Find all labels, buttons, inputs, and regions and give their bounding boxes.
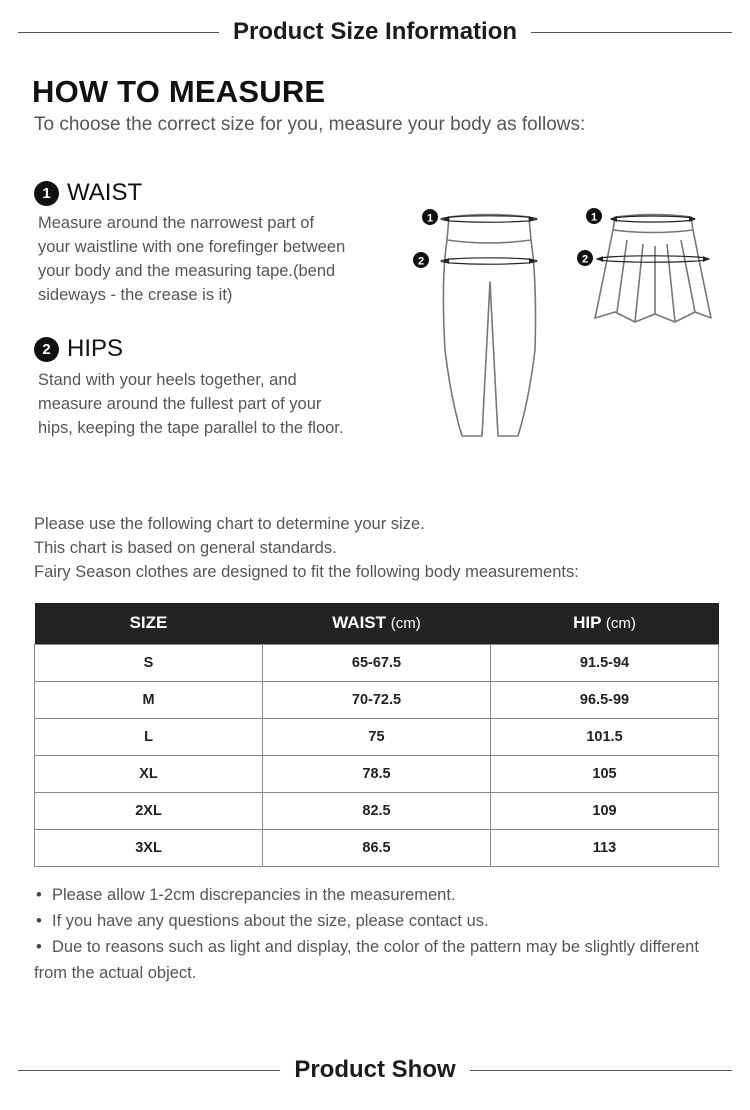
hips-desc-line: measure around the fullest part of your [38, 395, 322, 413]
header-divider-right [470, 1070, 732, 1071]
pants-outline-icon [443, 215, 535, 437]
cell-hip: 105 [491, 755, 719, 792]
number-badge-1-icon: 1 [34, 181, 59, 206]
cell-hip: 96.5-99 [491, 681, 719, 718]
waist-label: WAIST [67, 179, 143, 206]
header-divider-right [531, 32, 732, 33]
chart-intro-line: Please use the following chart to determine your size. [34, 515, 425, 533]
number-badge-2-icon: 2 [34, 337, 59, 362]
cell-size: 3XL [35, 829, 263, 866]
cell-waist: 82.5 [263, 792, 491, 829]
hips-heading [34, 335, 123, 363]
section-title: Product Show [294, 1056, 456, 1083]
waist-desc-line: your waistline with one forefinger between [38, 238, 346, 256]
waist-desc-line: your body and the measuring tape.(bend [38, 262, 336, 280]
table-row [35, 829, 719, 866]
cell-waist: 70-72.5 [263, 681, 491, 718]
cell-size: S [35, 644, 263, 681]
pants-measure-lines [441, 216, 537, 264]
waist-description [38, 211, 388, 307]
skirt-marker-2-icon [577, 250, 593, 266]
list-item: • Please allow 1-2cm discrepancies in the measurement. [34, 882, 714, 908]
skirt-marker-1-label: 1 [590, 211, 598, 224]
hips-desc-line: hips, keeping the tape parallel to the floor. [38, 419, 344, 437]
table-row [35, 718, 719, 755]
cell-size: L [35, 718, 263, 755]
waist-heading [34, 179, 142, 207]
table-row [35, 644, 719, 681]
pants-marker-2-icon [413, 252, 429, 268]
column-header-unit: (cm) [390, 615, 421, 633]
cell-hip: 91.5-94 [491, 644, 719, 681]
section-title: Product Size Information [233, 18, 518, 45]
column-header-unit: (cm) [605, 615, 636, 633]
waist-desc-line: Measure around the narrowest part of [38, 214, 315, 232]
column-header-label: WAIST [332, 613, 387, 633]
section-header-product-show [0, 1052, 750, 1088]
pants-marker-2-label: 2 [417, 255, 425, 268]
cell-waist: 75 [263, 718, 491, 755]
cell-hip: 113 [491, 829, 719, 866]
skirt-marker-2-label: 2 [581, 253, 589, 266]
list-item: • If you have any questions about the size, please contact us. [34, 908, 714, 934]
skirt-outline-icon [595, 215, 711, 323]
pants-tape-arrows [443, 216, 535, 264]
column-header-label: HIP [573, 613, 602, 633]
how-to-measure-title: HOW TO MEASURE [32, 74, 326, 109]
table-header-row [35, 603, 719, 644]
table-row [35, 681, 719, 718]
notes-list [34, 882, 714, 986]
header-divider-left [18, 1070, 280, 1071]
column-header-waist [263, 603, 491, 644]
hips-desc-line: Stand with your heels together, and [38, 371, 297, 389]
list-item: • Due to reasons such as light and display, the color of the pattern may be slightly different from the actual object. [34, 934, 714, 986]
table-row [35, 755, 719, 792]
pants-marker-1-icon [422, 209, 438, 225]
pants-marker-1-label: 1 [426, 212, 434, 225]
size-chart-table [34, 603, 719, 867]
cell-hip: 101.5 [491, 718, 719, 755]
cell-waist: 65-67.5 [263, 644, 491, 681]
cell-hip: 109 [491, 792, 719, 829]
hips-description [38, 368, 388, 440]
cell-waist: 78.5 [263, 755, 491, 792]
column-header-label: SIZE [129, 613, 168, 633]
how-to-measure-subtitle: To choose the correct size for you, measure your body as follows: [34, 114, 586, 135]
column-header-hip [491, 603, 719, 644]
chart-intro [34, 512, 579, 584]
measurement-illustration [405, 200, 725, 445]
cell-size: M [35, 681, 263, 718]
cell-size: XL [35, 755, 263, 792]
chart-intro-line: Fairy Season clothes are designed to fit the following body measurements: [34, 563, 579, 581]
hips-label: HIPS [67, 335, 124, 362]
table-row [35, 792, 719, 829]
header-divider-left [18, 32, 219, 33]
cell-size: 2XL [35, 792, 263, 829]
chart-intro-line: This chart is based on general standards. [34, 539, 337, 557]
skirt-marker-1-icon [586, 208, 602, 224]
section-header-size-info [0, 14, 750, 50]
waist-desc-line: sideways - the crease is it) [38, 286, 233, 304]
cell-waist: 86.5 [263, 829, 491, 866]
column-header-size [35, 603, 263, 644]
